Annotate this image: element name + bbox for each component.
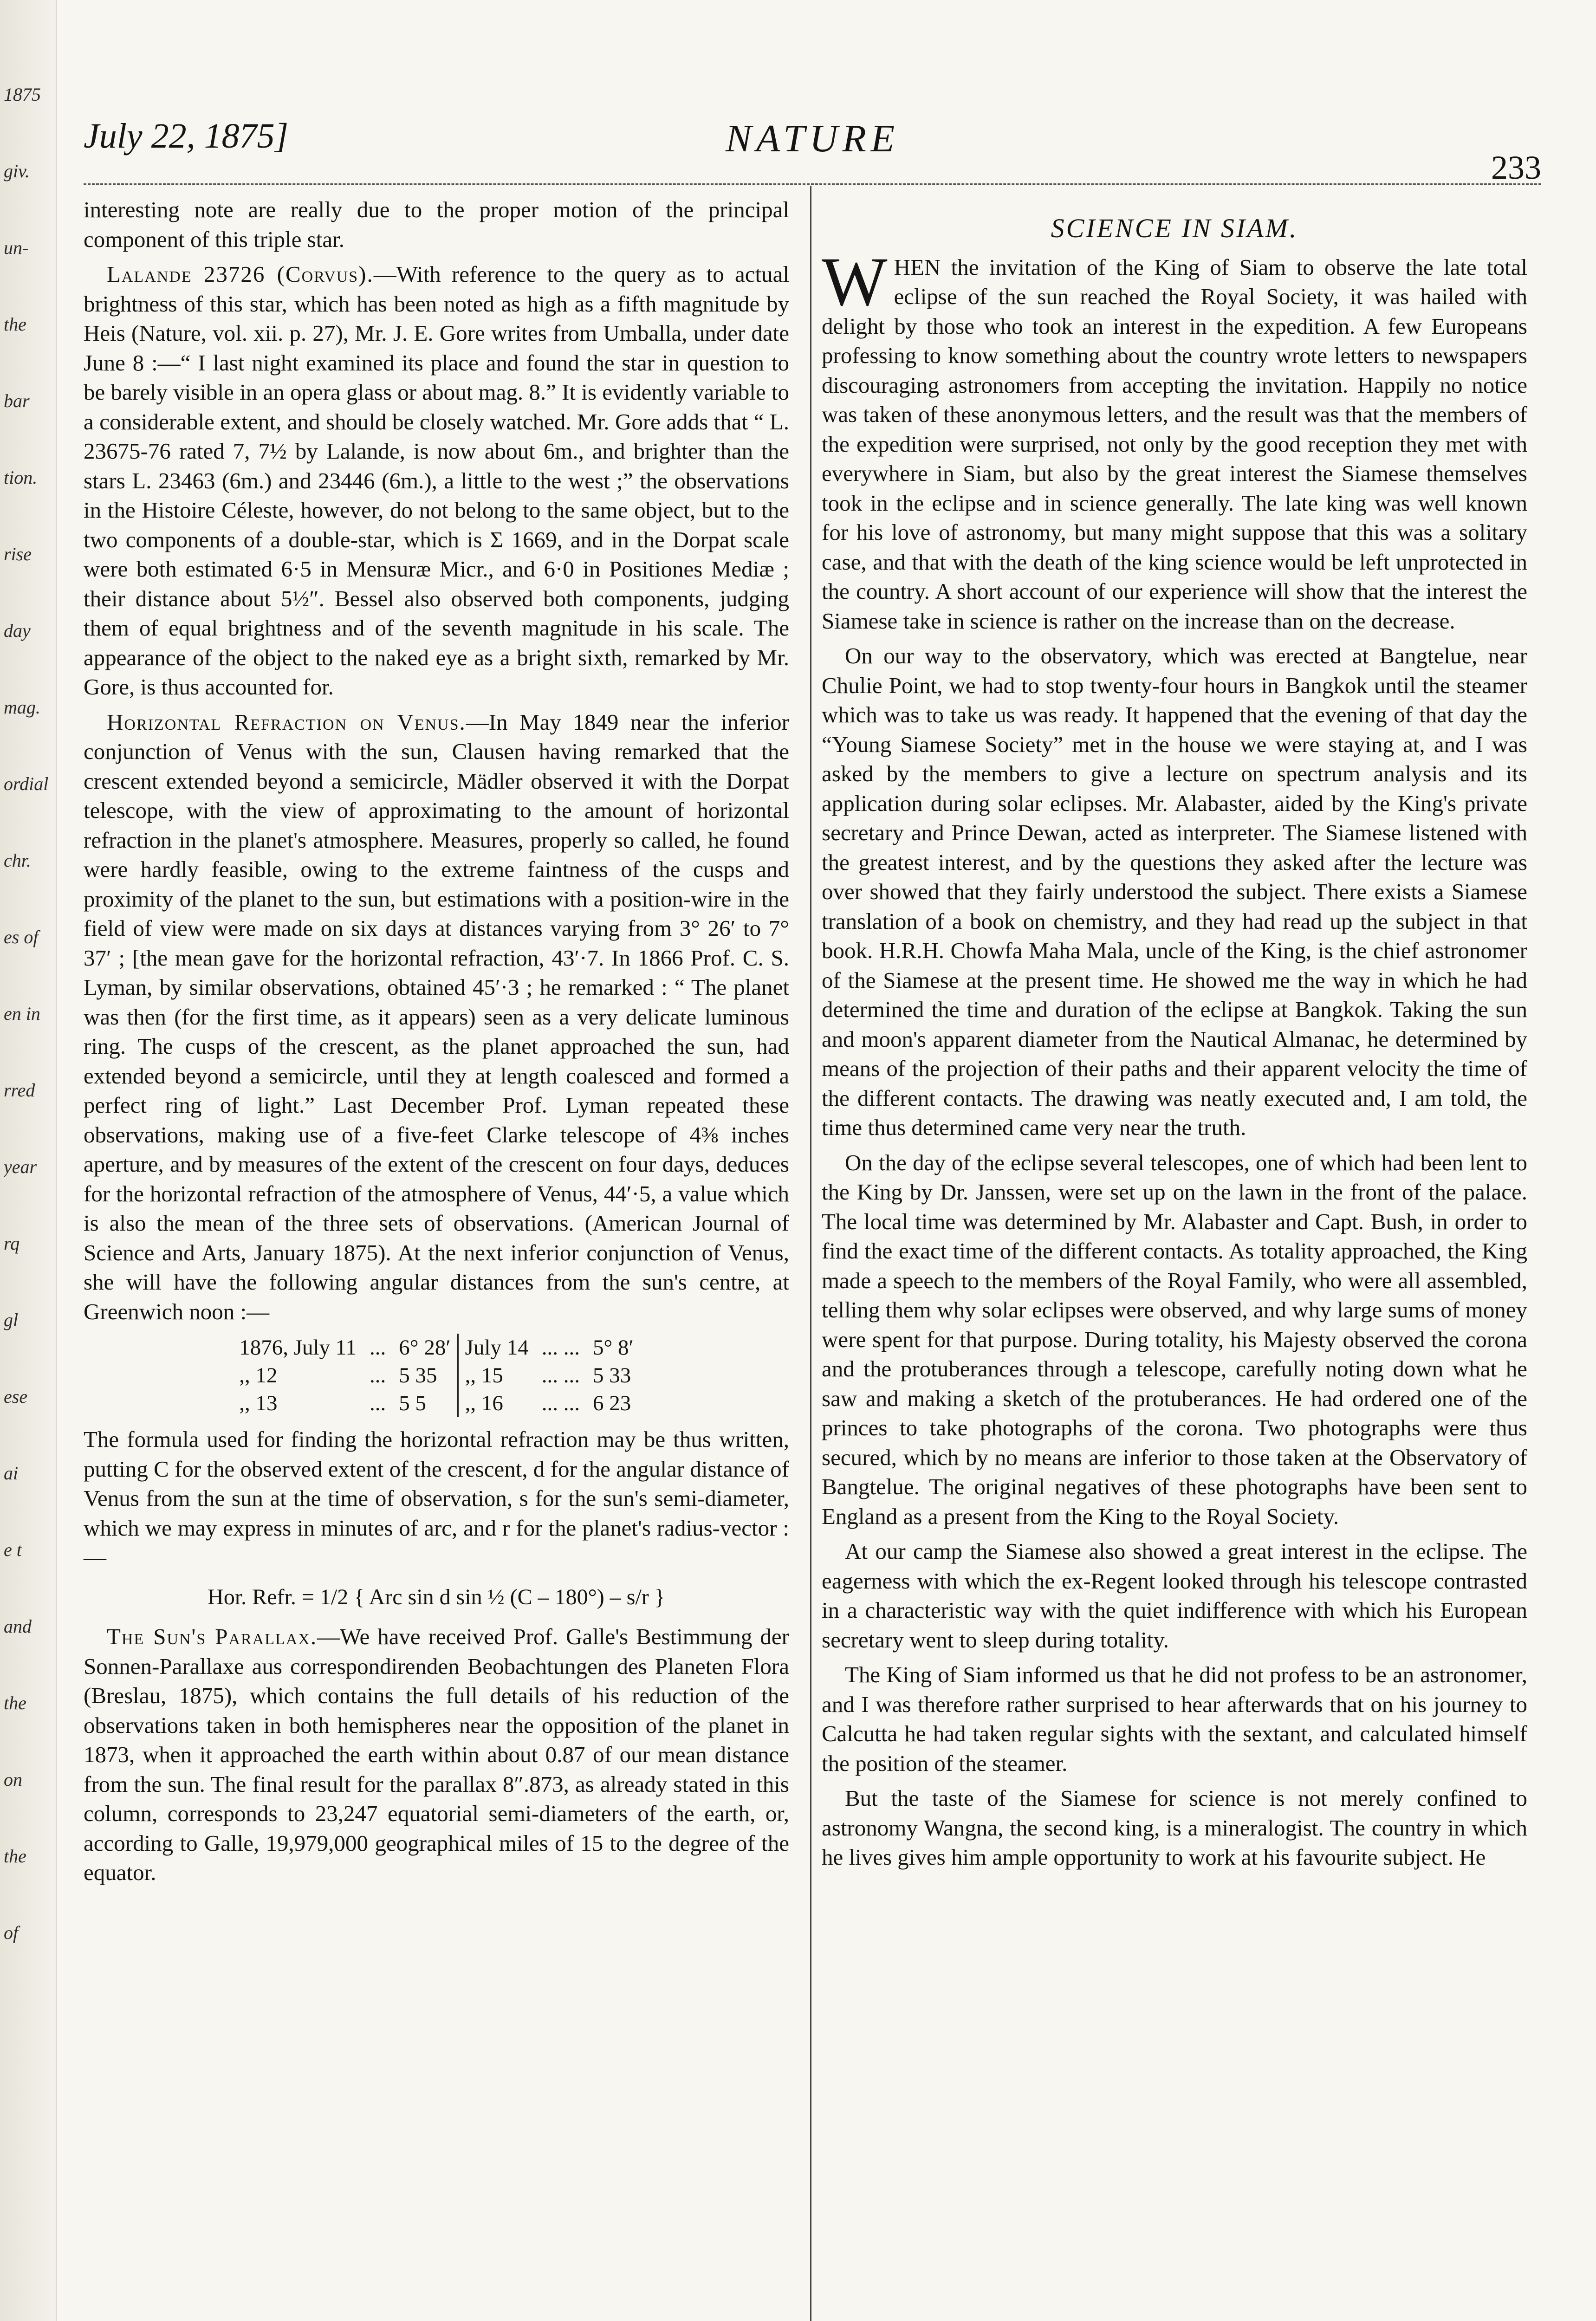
margin-fragment: ese xyxy=(4,1386,28,1407)
header-rule xyxy=(84,183,1541,185)
margin-fragment: bar xyxy=(4,390,30,411)
margin-fragment: year xyxy=(4,1156,37,1177)
table-cell: ,, 13 xyxy=(239,1391,278,1415)
margin-fragment: en in xyxy=(4,1003,40,1024)
margin-fragment: un- xyxy=(4,237,29,258)
table-row xyxy=(233,1361,640,1389)
margin-fragment: the xyxy=(4,314,26,335)
table-cell: ... ... xyxy=(541,1336,580,1360)
table-row xyxy=(233,1334,640,1361)
article-paragraph-text: HEN the invitation of the King of Siam to observe the late total eclipse of the sun reached the Royal Society, it was hailed with delight by those who took an interest in the expedition. A few Europeans professing to know something about the country wrote letters to newspapers discouraging astronomers from accepting the invitation. Happily no notice was taken of these anonymous letters, and the result was that the members of the expedition were surprised, not only by the good reception they met with everywhere in Siam, but also by the great interest the Siamese themselves took in the eclipse and in science generally. The late king was well known for his love of astronomy, but many might suppose that this was a solitary case, and that with the death of the king science would be left unprotected in the country. A short account of our experience will show that the interest the Siamese take in science is rather on the increase than on the decrease. xyxy=(822,254,1527,634)
refraction-formula: Hor. Refr. = 1/2 { Arc sin d sin ½ (C – 180°) – s/r } xyxy=(208,1584,665,1609)
margin-fragment: 1875 xyxy=(4,84,41,105)
table-cell: ... xyxy=(370,1363,386,1387)
page-header xyxy=(84,116,1541,186)
margin-fragment: of xyxy=(4,1922,19,1943)
venus-distance-table xyxy=(233,1334,640,1417)
table-cell: 5° 8′ xyxy=(592,1336,634,1360)
right-column xyxy=(822,195,1527,1872)
margin-fragment: rq xyxy=(4,1233,20,1254)
table-row xyxy=(233,1389,640,1417)
table-cell: ... ... xyxy=(541,1363,580,1387)
table-cell: ,, 15 xyxy=(465,1363,503,1387)
page-number: 233 xyxy=(1491,149,1541,186)
issue-date: July 22, 1875] xyxy=(84,117,289,156)
intro-paragraph: interesting note are really due to the proper motion of the principal component of this triple star. xyxy=(84,197,789,252)
margin-fragment: rise xyxy=(4,544,32,564)
article-paragraph: The King of Siam informed us that he did not profess to be an astronomer, and I was therefore rather surprised to hear afterwards that on his journey to Calcutta he had taken regular sights with the sextant, and calculated himself the position of the steamer. xyxy=(822,1662,1527,1776)
margin-fragment: tion. xyxy=(4,467,38,488)
table-cell: 6 23 xyxy=(592,1391,631,1415)
lalande-heading: Lalande 23726 (Corvus). xyxy=(107,261,374,287)
parallax-heading: The Sun's Parallax. xyxy=(107,1624,318,1649)
table-cell: 5 33 xyxy=(592,1363,631,1387)
margin-fragment: chr. xyxy=(4,850,31,871)
table-cell: July 14 xyxy=(465,1336,529,1360)
margin-fragment: gl xyxy=(4,1310,19,1330)
margin-fragment: the xyxy=(4,1692,26,1713)
article-title: SCIENCE IN SIAM. xyxy=(1051,213,1298,243)
refraction-paragraph xyxy=(84,707,789,1327)
table-cell: ,, 16 xyxy=(465,1391,503,1415)
margin-fragment: on xyxy=(4,1769,22,1790)
margin-fragment: day xyxy=(4,620,31,641)
article-paragraph: On our way to the observatory, which was erected at Bangtelue, near Chulie Point, we had to stop twenty-four hours in Bangkok until the steamer which was to take us was ready. It happened that the evening of that day the “Young Siamese Society” met in the house we were staying at, and I was asked by the members to give a lecture on spectrum analysis and its application during solar eclipses. Mr. Alabaster, aided by the King's private secretary and Prince Dewan, acted as interpreter. The Siamese listened with the greatest interest, and by the questions they asked after the lecture was over showed that they fairly understood the subject. There exists a Siamese translation of a book on chemistry, and they had read up the subject in that book. H.R.H. Chowfa Maha Mala, uncle of the King, is the chief astronomer of the Siamese at the present time. He showed me the way in which he had determined the time and duration of the eclipse at Bangkok. Taking the sun and moon's apparent diameter from the Nautical Almanac, he determined by means of the projection of their paths and their apparent velocity the time of the different contacts. The drawing was neatly executed and, I am told, the time thus determined came very near the truth. xyxy=(822,643,1527,1140)
lalande-paragraph xyxy=(84,259,789,702)
article-paragraph xyxy=(822,243,1527,636)
refraction-text: —In May 1849 near the inferior conjunction of Venus with the sun, Clausen having remarked that the crescent extended beyond a semicircle, Mädler observed it with the Dorpat telescope, with the view of approximating to the amount of horizontal refraction in the planet's atmosphere. Measures, properly so called, he found were hardly feasible, owing to the extreme faintness of the cusps and proximity of the planet to the sun, but estimations with a position-wire in the field of view were made on six days at distances varying from 3° 26′ to 7° 37′ ; [the mean gave for the horizontal refraction, 43′·7. In 1866 Prof. C. S. Lyman, by similar observations, obtained 45′·3 ; he remarked : “ The planet was then (for the first time, as it appears) seen as a very delicate luminous ring. The cusps of the crescent, as the planet approached the sun, had extended beyond a semicircle, until they at length coalesced and formed a perfect ring of light.” Last December Prof. Lyman repeated these observations, making use of a five-feet Clarke telescope of 4⅜ inches aperture, and by measures of the extent of the crescent on four days, deduces for the horizontal refraction of the atmosphere of Venus, 44′·5, a value which is also the mean of the three sets of observations. (American Journal of Science and Arts, January 1875). At the next inferior conjunction of Venus, she will have the following angular distances from the sun's centre, at Greenwich noon :— xyxy=(84,709,789,1324)
refraction-heading: Horizontal Refraction on Venus. xyxy=(107,709,466,735)
margin-fragment: e t xyxy=(4,1539,22,1560)
margin-fragment: giv. xyxy=(4,161,30,182)
table-cell: 5 35 xyxy=(399,1363,437,1387)
margin-fragment: and xyxy=(4,1616,32,1637)
article-body xyxy=(822,243,1527,1872)
article-paragraph: On the day of the eclipse several telescopes, one of which had been lent to the King by Dr. Janssen, were set up on the lawn in the front of the palace. The local time was determined by Mr. Alabaster and Capt. Bush, in order to find the exact time of the different contacts. As totality approached, the King made a speech to the members of the Royal Family, who were all assembled, telling them why solar eclipses were observed, and why large sums of money were spent for that purpose. During totality, his Majesty observed the corona and the protuberances through a telescope, carefully noting down what he saw and making a sketch of the protuberances. He had ordered one of the princes to take photographs of the corona. Two photographs were thus secured, which by no means are inferior to those taken at the Observatory of Bangtelue. The original negatives of these photographs have been sent to England as a present from the King to the Royal Society. xyxy=(822,1149,1527,1529)
table-cell: ... xyxy=(370,1336,386,1360)
formula-intro: The formula used for finding the horizontal refraction may be thus written, putting C for the observed extent of the crescent, d for the angular distance of Venus from the sun at the time of observation, s for the sun's semi-diameter, which we may express in minutes of arc, and r for the planet's radius-vector :— xyxy=(84,1426,789,1570)
margin-fragment: rred xyxy=(4,1080,35,1101)
column-divider xyxy=(810,186,811,2321)
margin-fragment: the xyxy=(4,1846,26,1867)
margin-fragment: mag. xyxy=(4,697,40,718)
parallax-paragraph xyxy=(84,1622,789,1887)
table-cell: 5 5 xyxy=(399,1391,427,1415)
journal-title: NATURE xyxy=(725,117,900,160)
article-paragraph: But the taste of the Siamese for science is not merely confined to astronomy Wangna, the second king, is a mineralogist. The country in which he lives gives him ample opportunity to work at his favourite subject. He xyxy=(822,1785,1527,1870)
drop-cap: W xyxy=(822,243,888,320)
margin-fragment: es of xyxy=(4,927,39,947)
parallax-text: —We have received Prof. Galle's Bestimmung der Sonnen-Parallaxe aus correspondirenden Beobachtungen des Planeten Flora (Breslau, 1875), which contains the full details of his reduction of the observations taken in both hemispheres near the opposition of the planet in 1873, when it approached the earth within about 0.87 of our mean distance from the sun. The final result for the parallax 8″.873, as already stated in this column, corresponds to 23,247 equatorial semi-diameters of the earth, or, according to Galle, 19,979,000 geographical miles of 15 to the degree of the equator. xyxy=(84,1624,789,1885)
lalande-text: —With reference to the query as to actual brightness of this star, which has been noted as high as a fifth magnitude by Heis (Nature, vol. xii. p. 27), Mr. J. E. Gore writes from Umballa, under date June 8 :—“ I last night examined its place and found the star in question to be barely visible in an opera glass or about mag. 8.” It is evidently variable to a considerable extent, and should be closely watched. Mr. Gore adds that “ L. 23675-76 rated 7, 7½ by Lalande, is now about 6m., and brighter than the stars L. 23463 (6m.) and 23446 (6m.), a little to the west ;” the observations in the Histoire Céleste, however, do not belong to the same object, but to the two components of a double-star, which is Σ 1669, and in the Dorpat scale were both estimated 6·5 in Mensuræ Micr., and 6·0 in Positiones Mediæ ; their distance about 5½″. Bessel also observed both components, judging them of equal brightness and of the seventh magnitude in his scale. The appearance of the object to the naked eye as a bright sixth, remarked by Mr. Gore, is thus accounted for. xyxy=(84,261,789,700)
table-cell: ... ... xyxy=(541,1391,580,1415)
table-cell: ,, 12 xyxy=(239,1363,278,1387)
table-cell: ... xyxy=(370,1391,386,1415)
margin-fragment: ordial xyxy=(4,773,49,794)
table-cell: 6° 28′ xyxy=(399,1336,451,1360)
article-paragraph: At our camp the Siamese also showed a great interest in the eclipse. The eagerness with which the ex-Regent looked through his telescope contrasted in a characteristic way with the quiet indifference with which his European secretary went to sleep during totality. xyxy=(822,1538,1527,1653)
margin-fragment: ai xyxy=(4,1463,19,1484)
table-cell: 1876, July 11 xyxy=(239,1336,357,1360)
left-column xyxy=(84,195,789,1887)
